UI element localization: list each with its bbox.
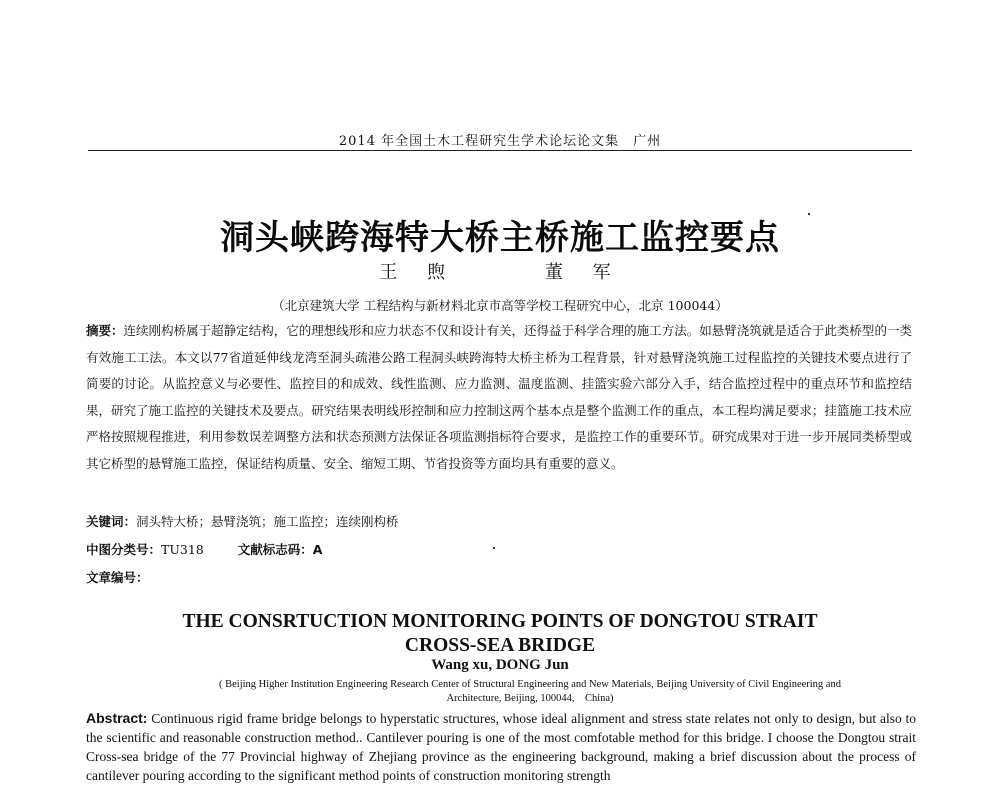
chinese-authors — [0, 258, 1000, 284]
article-number-label: 文章编号： — [86, 570, 149, 585]
article-number-line — [86, 568, 149, 586]
abstract-text: 连续刚构桥属于超静定结构，它的理想线形和应力状态不仅和设计有关，还得益于科学合理的施工方法。如悬臂浇筑就是适合于此类桥型的一类有效施工工法。本文以77省道延伸线龙湾至洞头疏港公路工程洞头峡跨海特大桥主桥为工程背景，针对悬臂浇筑施工过程监控的关键技术要点进行了简要的讨论。从监控意义与必要性、监控目的和成效、线性监测、应力监测、温度监测、挂篮实验六部分入手，结合监控过程中的重点环节和监控结果，研究了施工监控的关键技术及要点。研究结果表明线形控制和应力控制这两个基本点是整个监测工作的重点，本工程均满足要求；挂篮施工技术应严格按照规程推进，利用参数误差调整方法和状态预测方法保证各项监测指标符合要求，是监控工作的重要环节。研究成果对于进一步开展同类桥型或其它桥型的悬臂施工监控，保证结构质量、安全、缩短工期、节省投资等方面均具有重要的意义。 — [86, 323, 912, 471]
english-title-line-1: THE CONSRTUCTION MONITORING POINTS OF DONGTOU STRAIT — [182, 611, 818, 632]
english-authors: Wang xu, DONG Jun — [431, 657, 569, 673]
abstract-label: 摘要： — [86, 323, 124, 338]
english-title — [0, 610, 1000, 658]
keywords-label: 关键词： — [86, 514, 137, 529]
english-title-line-2: CROSS-SEA BRIDGE — [404, 635, 596, 656]
english-affiliation-line-2: Architecture, Beijing, 100044, China) — [446, 693, 614, 704]
classification-line — [86, 540, 912, 558]
header-rule — [88, 150, 912, 151]
author-1: 王 煦 — [379, 262, 456, 283]
doc-code-label: 文献标志码： — [237, 542, 313, 557]
classification-value: TU318 — [161, 542, 204, 557]
chinese-title: 洞头峡跨海特大桥主桥施工监控要点 — [220, 218, 780, 258]
english-abstract-text: Continuous rigid frame bridge belongs to hyperstatic structures, whose ideal alignment and stress state relates not only to design, but also to the scientific and reasonable construction method.. Cantilever pouring is one of the most comfotable method for this bridge. I choose the Dongtou strait Cross-sea bridge of the 77 Provincial highway of Zhejiang province as the engineering background, making a brief discussion about the process of cantilever pouring according to the significant method points of construction monitoring strength — [86, 711, 916, 783]
running-head: 2014 年全国土木工程研究生学术论坛论文集 广州 — [338, 134, 662, 149]
english-abstract-label: Abstract: — [86, 710, 148, 726]
scan-speck-2 — [493, 547, 495, 549]
keywords-text: 洞头特大桥；悬臂浇筑；施工监控；连续刚构桥 — [136, 514, 399, 529]
doc-code-value: A — [312, 542, 323, 557]
english-affiliation-line-1: ( Beijing Higher Institution Engineering Research Center of Structural Engineering and New Materials, Beijing University of Civil Engineering and — [219, 679, 841, 690]
english-affiliation — [150, 678, 910, 706]
author-2: 董 军 — [544, 262, 621, 283]
chinese-keywords — [86, 512, 912, 530]
chinese-abstract — [86, 318, 912, 477]
chinese-affiliation: （北京建筑大学 工程结构与新材料北京市高等学校工程研究中心，北京 100044） — [272, 298, 728, 313]
english-abstract — [86, 709, 916, 783]
classification-label: 中图分类号： — [86, 542, 162, 557]
